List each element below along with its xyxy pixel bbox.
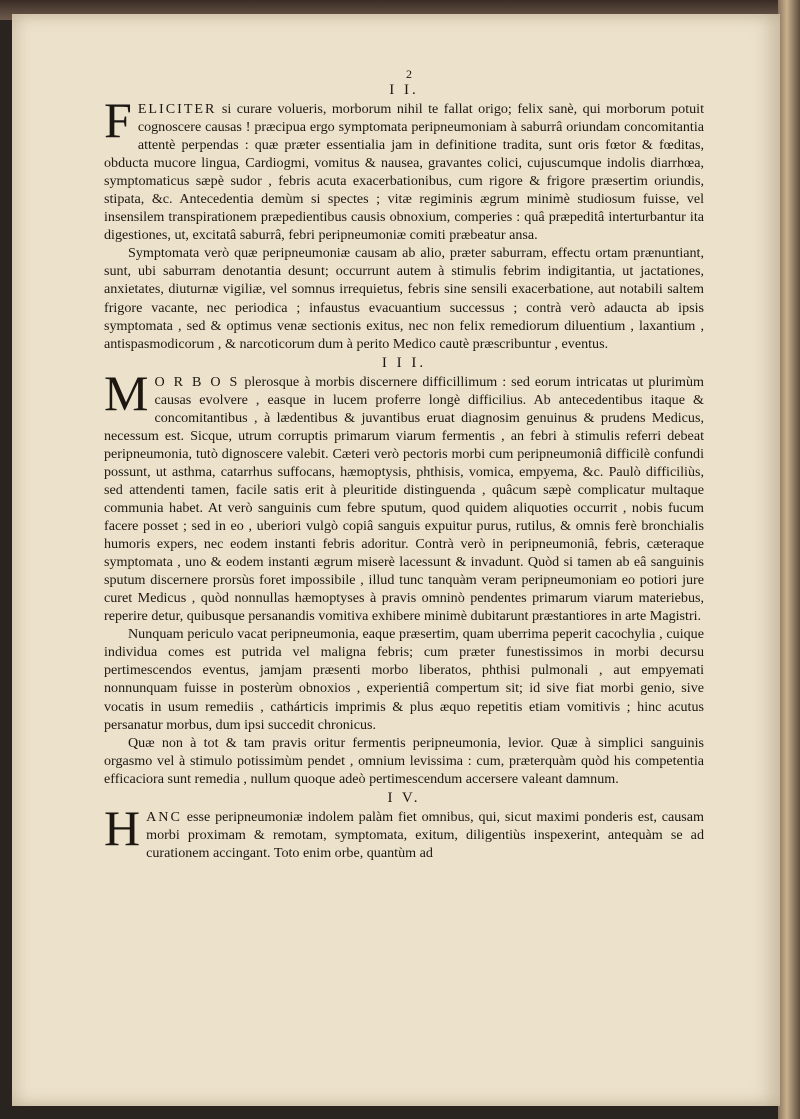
drop-capital: F [104,92,132,148]
lead-text: si curare volueris, morborum nihil te fallat origo; felix sanè, qui morborum potuit cognoscere causas ! præcipua ergo symptomata peripneumoniam à saburrâ oriundam concomitantia attentè perpendas : quæ præter essentialia jam in definitione tradita, sunt oris fœtor & fœditas, obducta mucore lingua, Cardiogmi, vomitus & nausea, gravantes colici, cujuscumque indolis diarrhœa, symptomaticus sæpè sudor , febris acuta exacerbationibus, cum rigore & frigore præsertim oriundis, stipata, &c. Antecedentia demùm si spectes ; vitæ regiminis ægrum minimè studiosum fuisse, vel insensilem transpirationem præpedientibus causis obnoxium, comperies : quâ præpeditâ interturbantur ita digestiones, ut, excitatâ saburrâ, febri peripneumoniæ comiti præbeatur ansa. [104,101,704,244]
book-page-edges [778,0,800,1119]
lead-capitals: ANC [146,808,182,825]
drop-capital: H [104,799,141,856]
page-number: 2 [406,67,412,81]
paragraph: Symptomata verò quæ peripneumoniæ causam ab alio, præter saburram, effectu ortam prænuntiant, sunt, ubi saburram denotantia desunt; occurrunt autem à stimulis febrim indigitantia, ut jactationes, anxietates, diuturnæ vigiliæ, vel somnus irrequietus, febris sine sensili exacerbatione, aut notabili saltem frigore vacante, nec periodica ; infaustus evacuantium successus ; contrà verò adaucta ab ipsis symptomata , sed & optimus venæ sectionis exitus, nec non felix remediorum diluentium , laxantium , antispasmodicorum , & narcoticorum dum à perito Medico cautè præscribuntur , eventus. [104,245,704,352]
lead-paragraph [104,92,704,244]
section-heading: I I I. [381,354,427,371]
section-2 [104,80,704,353]
paragraph: Nunquam periculo vacat peripneumonia, eaque præsertim, quam uberrima peperit cacochylia , cuique individua comes est putrida vel maligna febris; cum præter funestissimos in morbi decursu pertimescendos eventus, jamjam præsenti morbo liberatos, phthisi pulmonali , aut empyemati nonnunquam fuisse in posterùm obnoxios , experientiâ compertum sit; id sive fiat morbi genio, sive vocatis in usum remediis , cathárticis imprimis & plus æquo repetitis etiam vomitivis ; hinc acutus persanatur morbus, dum ipsi succedit chronicus. [104,626,704,733]
section-heading: I V. [387,789,421,806]
paragraph: Quæ non à tot & tam pravis oritur fermentis peripneumonia, levior. Quæ à simplici sanguinis orgasmo vel à stimulo potissimùm pendet , omnium levissima : cum, præterquàm quòd his competentia efficaciora sunt remedia , nullum quoque adeò pertimescendum accersere valeant damnum. [104,734,704,787]
lead-capitals: ELICITER [137,101,217,117]
lead-capitals: O R B O S [154,373,240,390]
drop-capital: M [104,364,149,421]
page-text [104,68,704,862]
section-heading: I I. [389,82,419,98]
book-page [12,14,780,1106]
lead-text: plerosque à morbis discernere difficillimum : sed eorum intricatas ut plurimùm causas evolvere , easque in lucem proferre longè difficilius. Ab antecedentibus itaque & concomitantibus , à lædentibus & juvantibus eruat diagnosim genuinus & prudens Medicus, necessum est. Sicque, utrum corruptis primarum viarum fermentis , an febri à stimulis referri debeat peripneumonia, tutò dignoscere valebit. Cæteri verò pectoris morbi cum peripneumoniâ difficilè confundi possunt, ut asthma, catarrhus suffocans, hæmoptysis, phthisis, vomica, empyema, &c. Paulò difficiliùs, sed attendenti tamen, facile satis erit à pleuritide distinguenda , quâcum sæpè complicatur multaque communia habet. At verò sanguinis cum febre sputum, quod quidem aliquoties occurrit , nobis fucum facere posset ; sed in eo , uberiori vulgò copiâ sanguis expuitur purus, rutilus, & omnis ferè bronchialis humoris expers, nec eodem instanti febris adoritur. Contrà verò in peripneumoniâ, febris, cæteraque symptomata , uno & eodem instanti ægrum miserè lacessunt & invadunt. Quòd si tamen ab eâ sanguinis sputum discernere prorsùs foret impossibile , illud tunc tanquàm veram peripneumoniam eo potiori jure curet Medicus , quòd nonnullas hæmoptyses à pravis omninò pendentes primarum viarum materiebus, reperire detur, quibusque persanandis vomitiva exhibere minimè dubitarunt præstantiores in arte Magistri. [104,373,704,625]
lead-paragraph [104,799,704,862]
section-4 [104,788,704,862]
lead-paragraph [104,364,704,626]
section-3 [104,353,704,788]
lead-text: esse peripneumoniæ indolem palàm fiet omnibus, qui, sicut maximi ponderis est, causam morbi proximam & remotam, symptomata, exitum, diligentiùs inspexerint, antequàm se ad curationem accingant. Toto enim orbe, quantùm ad [146,808,704,861]
